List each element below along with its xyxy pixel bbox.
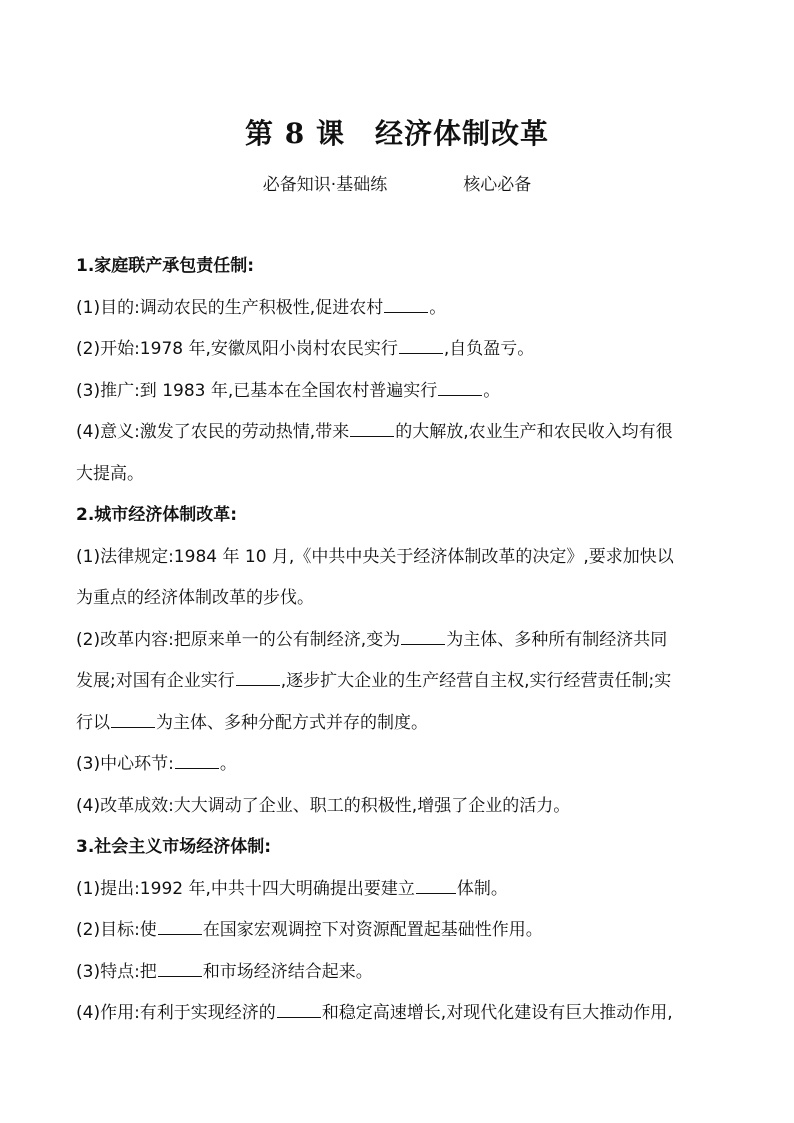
- title-topic: 经济体制改革: [375, 117, 550, 150]
- s2-item-1-cont: 为重点的经济体制改革的步伐。: [76, 588, 314, 608]
- fill-blank[interactable]: [277, 1000, 321, 1018]
- fill-blank[interactable]: [399, 336, 443, 354]
- fill-blank[interactable]: [384, 295, 428, 313]
- s1-item-1: (1)目的:调动农民的生产积极性,促进农村 。: [76, 288, 726, 330]
- document-body: [76, 246, 726, 1035]
- s2-item-4: (4)改革成效:大大调动了企业、职工的积极性,增强了企业的活力。: [76, 795, 571, 816]
- fill-blank[interactable]: [158, 959, 202, 977]
- fill-blank[interactable]: [438, 378, 482, 396]
- subtitle-right: 核心必备: [463, 175, 532, 195]
- section-2-heading: 2.城市经济体制改革:: [76, 505, 238, 525]
- s1-item-4-cont: 大提高。: [76, 463, 144, 484]
- lesson-title: [0, 112, 794, 152]
- s1-item-3: (3)推广:到 1983 年,已基本在全国农村普遍实行 。: [76, 371, 726, 413]
- section-1-heading: 1.家庭联产承包责任制:: [76, 256, 255, 276]
- title-lesson-word: 课: [315, 117, 345, 150]
- fill-blank[interactable]: [416, 876, 456, 894]
- section-3-heading: 3.社会主义市场经济体制:: [76, 837, 272, 857]
- fill-blank[interactable]: [236, 668, 280, 686]
- s1-item-4: (4)意义:激发了农民的劳动热情,带来 的大解放,农业生产和农民收入均有很: [76, 412, 726, 454]
- title-number: 8: [284, 117, 306, 150]
- fill-blank[interactable]: [111, 710, 155, 728]
- lesson-subtitle: [0, 170, 794, 195]
- s2-item-2: (2)改革内容:把原来单一的公有制经济,变为 为主体、多种所有制经济共同: [76, 620, 726, 662]
- fill-blank[interactable]: [350, 419, 394, 437]
- s1-item-2: (2)开始:1978 年,安徽凤阳小岗村农民实行 ,自负盈亏。: [76, 329, 726, 371]
- title-prefix: 第: [244, 117, 274, 150]
- s2-item-2-cont: 发展;对国有企业实行 ,逐步扩大企业的生产经营自主权,实行经营责任制;实: [76, 661, 726, 703]
- s2-item-3: (3)中心环节: 。: [76, 744, 726, 786]
- s3-item-3: (3)特点:把 和市场经济结合起来。: [76, 952, 726, 994]
- fill-blank[interactable]: [401, 627, 445, 645]
- s3-item-4: (4)作用:有利于实现经济的 和稳定高速增长,对现代化建设有巨大推动作用,: [76, 993, 726, 1035]
- s2-item-1: (1)法律规定:1984 年 10 月,《中共中央关于经济体制改革的决定》,要求加快以: [76, 546, 674, 567]
- fill-blank[interactable]: [158, 917, 202, 935]
- s2-item-2-cont2: 行以 为主体、多种分配方式并存的制度。: [76, 703, 726, 745]
- subtitle-left: 必备知识·基础练: [262, 175, 388, 195]
- fill-blank[interactable]: [175, 751, 219, 769]
- s3-item-1: (1)提出:1992 年,中共十四大明确提出要建立 体制。: [76, 869, 726, 911]
- s3-item-2: (2)目标:使 在国家宏观调控下对资源配置起基础性作用。: [76, 910, 726, 952]
